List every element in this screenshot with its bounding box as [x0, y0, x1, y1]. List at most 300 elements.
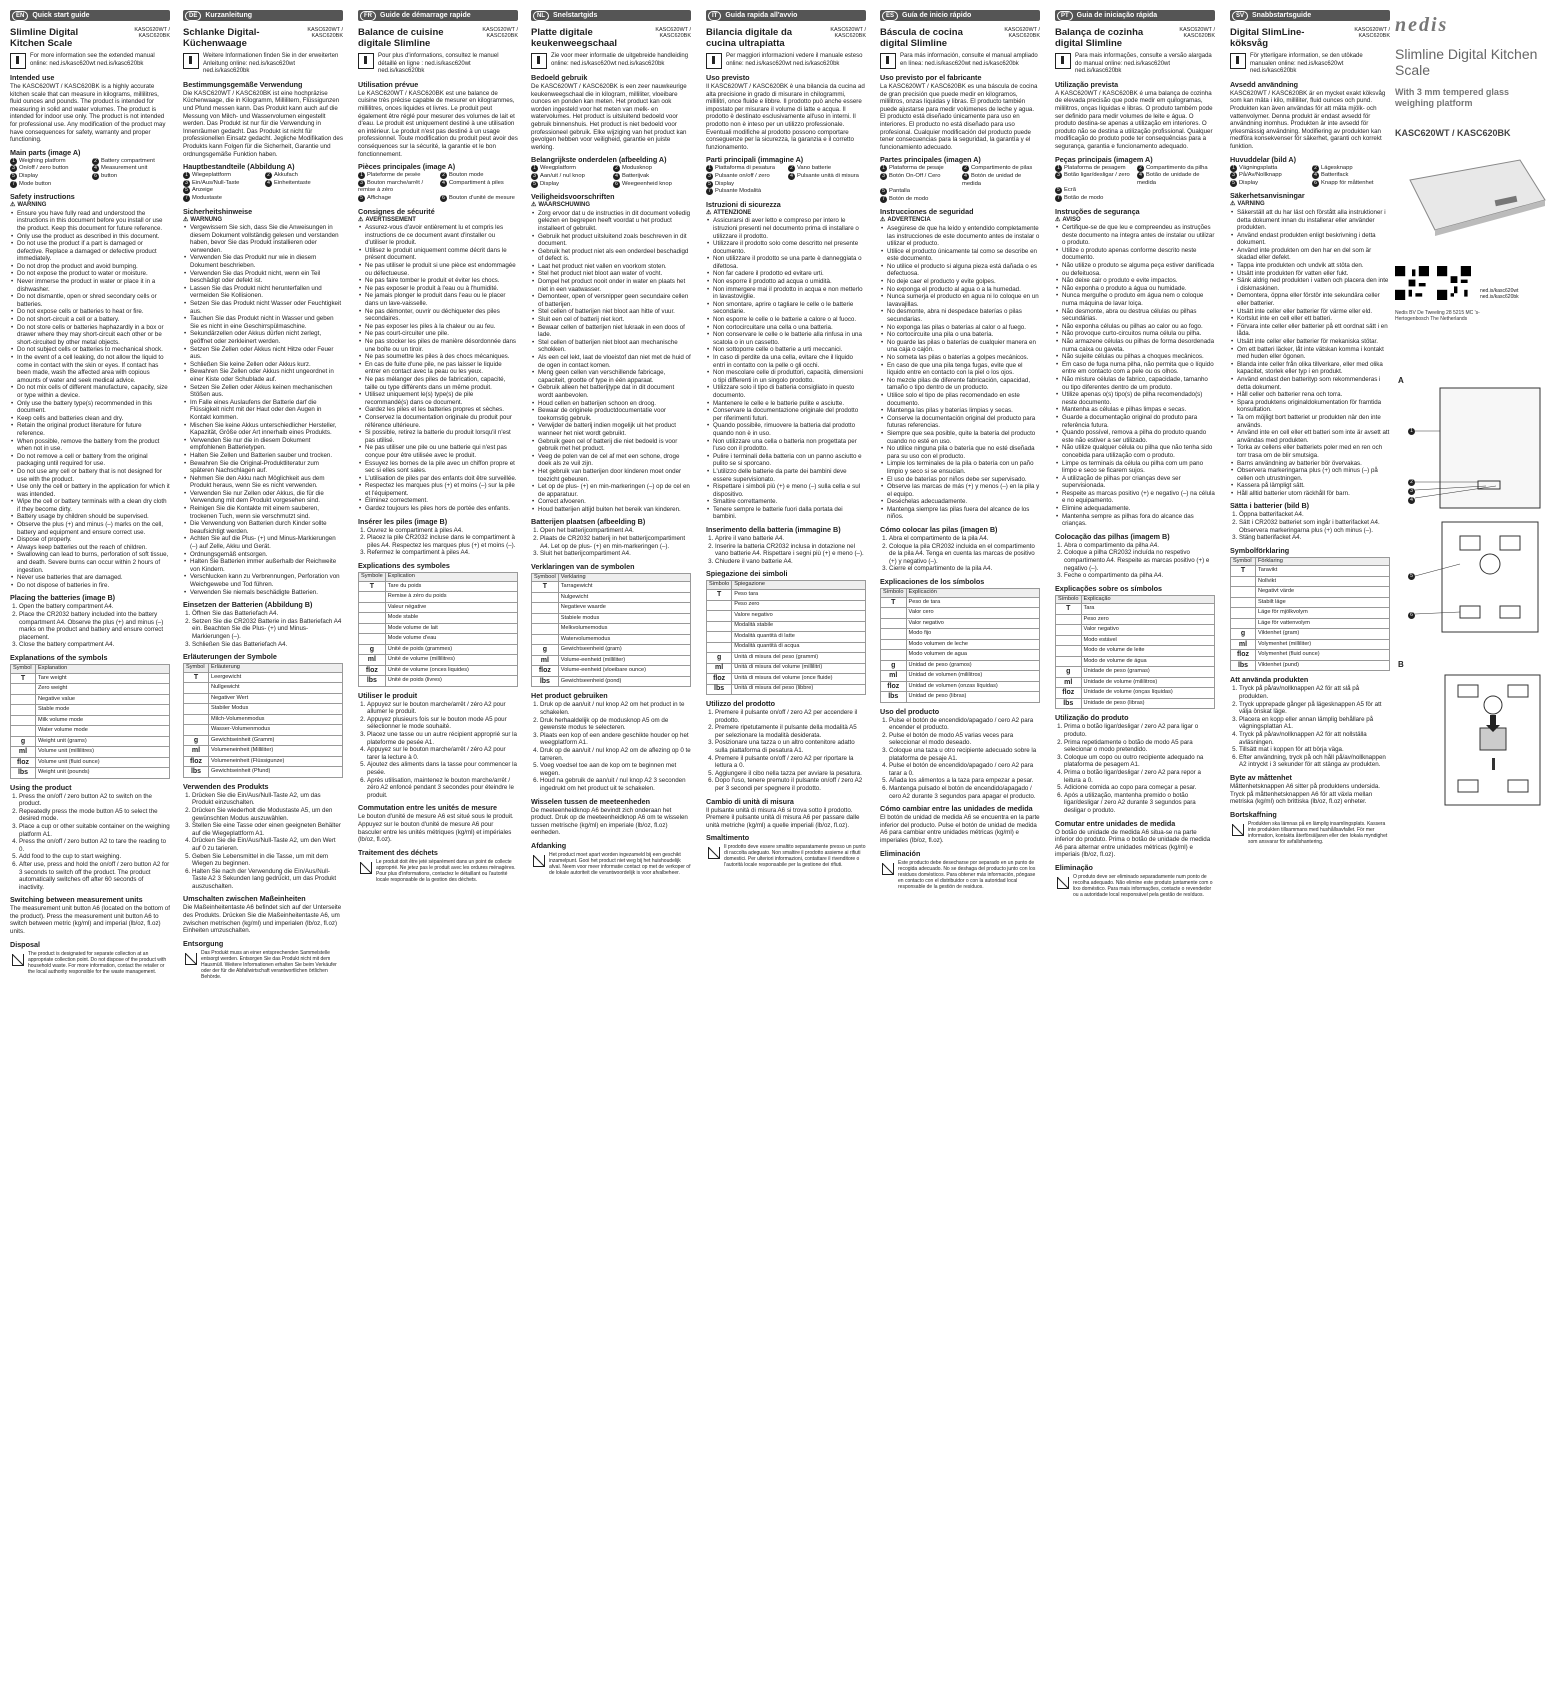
- list-item: • Mantenha sempre as pilhas fora do alcance das crianças.: [1062, 513, 1215, 528]
- symbol-icon: T: [11, 673, 36, 684]
- main-parts-heading: Main parts (image A): [10, 147, 81, 157]
- model-number: KASC620WT / KASC620BK: [830, 27, 866, 39]
- list-item: • Elimine adequadamente.: [1062, 505, 1215, 513]
- language-badge: FR: [360, 11, 376, 21]
- disposal-heading: Smaltimento: [706, 833, 750, 843]
- table-row: Mode stable: [359, 613, 518, 624]
- list-item: • Bewahren Sie die Original-Produktliteratur zum späteren Nachschlagen auf.: [190, 460, 343, 475]
- list-item: 1. Drücken Sie die Ein/Aus/Null-Taste A2, um das Produkt einzuschalten.: [192, 792, 343, 807]
- table-header-row: Symbool Verklaring: [532, 573, 691, 582]
- list-item: • Non utilizzare una cella o batteria non progettata per l'uso con il prodotto.: [713, 438, 866, 453]
- list-item: 1. Öppna batterifacket A4.: [1239, 511, 1390, 519]
- language-column-it: [706, 10, 866, 868]
- warning-label: ⚠ AVERTISSEMENT: [358, 217, 518, 225]
- list-item: • No utilice el producto si alguna pieza está dañada o es defectuosa.: [887, 263, 1040, 278]
- intended-use-text: KASC620WT / KASC620BK är en mycket exakt köksvåg som kan mäta i kilo, milliliter, fluid ounces och pund. Produkten kan även användas för att mäta mjölk- och vattenvolymer. Denna produkt är endast avsedd för användning inomhus. Produkten är inte avsedd för yrkesmässig användning. Modifiering av produkten kan medföra konsekvenser för säkerhet, garanti och korrekt funktion.: [1230, 89, 1386, 150]
- product-title: [1055, 27, 1215, 49]
- symbol-icon: g: [1231, 629, 1256, 640]
- table-row: Valore negativo: [707, 611, 866, 622]
- list-item: • Não armazene células ou pilhas de forma desordenada numa caixa ou gaveta.: [1062, 338, 1215, 353]
- symbol-icon: T: [359, 581, 386, 592]
- part-number-icon: 4: [788, 173, 795, 180]
- list-item: • Non mescolare celle di produttori, capacità, dimensioni o tipi differenti in un singolo prodotto.: [713, 369, 866, 384]
- list-item: • Do not use the product if a part is damaged or defective. Replace a damaged or defective product immediately.: [17, 240, 170, 263]
- company-address: Nedis BV De Tweeling 28 5215 MC 's-Hertogenbosch The Netherlands: [1395, 310, 1480, 322]
- switch-units-text: Il pulsante unità di misura A6 si trova sotto il prodotto. Premere il pulsante unità di misura A6 per passare dalle unità metriche (kg/ml) a quelle imperiali (lb/oz, fl.oz).: [706, 806, 860, 829]
- list-item: • El uso de baterías por niños debe ser supervisado.: [887, 476, 1040, 484]
- list-item: • Veeg de polen van de cel af met een schone, droge doek als ze vuil zijn.: [538, 453, 691, 468]
- symbol-icon: [359, 592, 386, 603]
- list-item: • Achten Sie auf die Plus- (+) und Minus-Markierungen (–) auf Zelle, Akku und Gerät.: [190, 535, 343, 550]
- list-item: 2. Appuyez plusieurs fois sur le bouton mode A5 pour sélectionner le mode souhaité.: [367, 716, 518, 731]
- list-item: • Não desmonte, abra ou destrua células ou pilhas secundárias.: [1062, 308, 1215, 323]
- list-item: • Reinigen Sie die Kontakte mit einem sauberen, trockenen Tuch, wenn sie verschmutzt sind.: [190, 505, 343, 520]
- part-item: 3 Bouton marche/arrêt / remise à zéro: [358, 179, 424, 194]
- disposal-heading: Disposal: [10, 939, 40, 949]
- switch-units-heading: Cambio di unità di misura: [706, 796, 794, 806]
- part-item: 1 Weegplatform: [531, 165, 609, 173]
- part-number-icon: 4: [962, 173, 969, 180]
- part-number-icon: 2: [92, 158, 99, 165]
- list-item: • Observe las marcas de más (+) y menos (–) en la pila y el equipo.: [887, 483, 1040, 498]
- table-row: Valeur négative: [359, 602, 518, 613]
- symbol-icon: [881, 639, 907, 650]
- qr-code-icon: [1437, 266, 1471, 300]
- list-item: • No guarde las pilas o baterías de cualquier manera en una caja o cajón.: [887, 339, 1040, 354]
- switch-units-text: The measurement unit button A6 (located on the bottom of the product). Press the measurement unit button A6 to switch between metric (kg/ml) and imperial (lb/oz, fl.oz) units.: [10, 905, 170, 936]
- table-row: Valor negativo: [881, 618, 1040, 629]
- symbol-icon: [11, 715, 36, 726]
- part-number-icon: 4: [1137, 172, 1144, 179]
- part-number-icon: 4: [440, 180, 447, 187]
- table-row: g Weight unit (grams): [11, 736, 170, 747]
- list-item: • Wipe the cell or battery terminals with a clean dry cloth if they become dirty.: [17, 498, 170, 513]
- part-number-icon: 5: [1230, 180, 1237, 187]
- part-number-icon: 2: [1137, 165, 1144, 172]
- list-item: • Utilisez le produit uniquement comme décrit dans le présent document.: [365, 247, 518, 262]
- list-item: • Nehmen Sie den Akku nach Möglichkeit aus dem Produkt heraus, wenn Sie es nicht verwenden.: [190, 475, 343, 490]
- table-row: Mode volume de lait: [359, 623, 518, 634]
- part-item: 3 On/off / zero button: [10, 165, 88, 173]
- list-item: • Meng geen cellen van verschillende fabricage, capaciteit, grootte of type in één apparaat.: [538, 369, 691, 384]
- crossed-bin-icon: [358, 859, 372, 875]
- table-row: Mode volume d'eau: [359, 634, 518, 645]
- table-header-row: Símbolo Explicação: [1056, 595, 1215, 604]
- table-row: Valor negativo: [1056, 625, 1215, 636]
- part-number-icon: 4: [613, 173, 620, 180]
- list-item: • No someta las pilas o baterías a golpes mecánicos.: [887, 354, 1040, 362]
- table-row: Nulgewicht: [532, 592, 691, 603]
- part-number-icon: 2: [613, 165, 620, 172]
- symbol-icon: [707, 611, 732, 622]
- table-row: Modo de volume de leite: [1056, 646, 1215, 657]
- list-item: 1. Press the on/off / zero button A2 to switch on the product.: [19, 793, 170, 808]
- part-number-icon: 3: [358, 180, 365, 187]
- batteries-steps: [531, 527, 691, 557]
- list-item: • Ne pas faire tomber le produit et éviter les chocs.: [365, 277, 518, 285]
- table-row: Zero weight: [11, 684, 170, 695]
- list-item: • En caso de que una pila tenga fugas, evite que el líquido entre en contacto con la piel o los ojos.: [887, 362, 1040, 377]
- list-item: • No deje caer el producto y evite golpes.: [887, 278, 1040, 286]
- list-item: • Säkerställ att du har läst och förstått alla instruktioner i detta dokument innan du installerar eller använder produkten.: [1237, 209, 1390, 232]
- part-number-icon: 2: [1312, 165, 1319, 172]
- symbol-icon: floz: [359, 665, 386, 676]
- symbol-icon: [532, 624, 559, 635]
- list-item: • Torka av cellens eller batteriets poler med en ren och torr trasa om de blir smutsiga.: [1237, 444, 1390, 459]
- list-item: • No cortocircuite una pila o una batería.: [887, 331, 1040, 339]
- list-item: • Bewaar de originele productdocumentatie voor toekomstig gebruik.: [538, 407, 691, 422]
- symbol-icon: [184, 693, 209, 704]
- list-item: • Ne pas mélanger des piles de fabrication, capacité, taille ou type différents dans un même produit.: [365, 376, 518, 391]
- symbol-icon: [1231, 618, 1256, 629]
- list-item: • Sekundärzellen oder Akkus dürfen nicht zerlegt, geöffnet oder zerkleinert werden.: [190, 330, 343, 345]
- symbols-table: [358, 572, 518, 687]
- list-item: • Non smontare, aprire o tagliare le celle o le batterie secondarie.: [713, 301, 866, 316]
- list-item: • Dispose of properly.: [17, 536, 170, 544]
- list-item: 3. Stäng batterifacket A4.: [1239, 534, 1390, 542]
- using-steps: [880, 717, 1040, 801]
- warning-label: ⚠ ADVERTENCIA: [880, 217, 1040, 225]
- main-parts-heading: Parti principali (immagine A): [706, 155, 804, 165]
- table-row: ml Volume unit (millilitres): [11, 747, 170, 758]
- part-number-icon: 1: [531, 165, 538, 172]
- table-row: Negativer Wert: [184, 693, 343, 704]
- list-item: • Använd inte produkten om den har en del som är skadad eller defekt.: [1237, 247, 1390, 262]
- list-item: • Tauchen Sie das Produkt nicht in Wasser und geben Sie es nicht in eine Geschirrspülmaschine.: [190, 315, 343, 330]
- list-item: • Använd endast produkten enligt beskrivning i detta dokument.: [1237, 232, 1390, 247]
- table-row: Modo fijo: [881, 629, 1040, 640]
- symbol-icon: g: [881, 660, 907, 671]
- symbol-icon: floz: [1056, 688, 1082, 699]
- disposal-block: Il prodotto deve essere smaltito separatamente presso un punto di raccolta adeguato. Non smaltire il prodotto assieme ai rifiuti domestici. Per ulteriori informazioni, contattare il rivenditore o l'autorità locale responsabile per la gestione dei rifiuti.: [706, 844, 866, 868]
- part-item: 5 Anzeige: [183, 187, 261, 195]
- list-item: 5. Ajoutez des aliments dans la tasse pour commencer la pesée.: [367, 761, 518, 776]
- disposal-block: O produto deve ser eliminado separadamente num ponto de recolha adequado. Não elimine este produto juntamente com o lixo doméstico. Para mais informações, contacte o revendedor ou a autoridade local responsável pela gestão de resíduos.: [1055, 874, 1215, 898]
- symbol-icon: g: [359, 644, 386, 655]
- symbol-icon: [1231, 576, 1256, 587]
- list-item: • Non cortocircuitare una cella o una batteria.: [713, 324, 866, 332]
- list-item: 4. Appuyez sur le bouton marche/arrêt / zéro A2 pour tarer la lecture à 0.: [367, 746, 518, 761]
- list-item: 1. Ouvrez le compartiment à piles A4.: [367, 527, 518, 535]
- part-number-icon: 4: [1312, 172, 1319, 179]
- list-item: • Quando possibile, rimuovere la batteria dal prodotto quando non è in uso.: [713, 422, 866, 437]
- manual-info: [10, 53, 170, 69]
- model-number: KASC620WT / KASC620BK: [134, 27, 170, 39]
- list-item: • Als een cel lekt, laat de vloeistof dan niet met de huid of de ogen in contact komen.: [538, 354, 691, 369]
- list-item: • Kortslut inte en cell eller ett batteri.: [1237, 315, 1390, 323]
- symbol-icon: ml: [881, 671, 907, 682]
- list-item: 1. Aprire il vano batterie A4.: [715, 535, 866, 543]
- section-header: [1230, 10, 1390, 21]
- table-header-row: Símbolo Explicación: [881, 589, 1040, 598]
- part-number-icon: 2: [788, 165, 795, 172]
- table-row: Watervolumemodus: [532, 634, 691, 645]
- disposal-heading: Eliminação: [1055, 862, 1093, 872]
- table-row: T Leergewicht: [184, 672, 343, 683]
- part-item: 3 Ein/Aus/Null-Taste: [183, 180, 261, 188]
- table-row: floz Unidad de volumen (onzas líquidas): [881, 681, 1040, 692]
- list-item: • Utsätt inte celler eller batterier för mekaniska stötar.: [1237, 338, 1390, 346]
- part-item: 5 Display: [531, 181, 609, 189]
- cover-title: Slimline Digital Kitchen Scale: [1395, 46, 1538, 78]
- part-item: 2 Akkufach: [265, 172, 343, 180]
- symbols-table: [183, 663, 343, 778]
- list-item: • Verwenden Sie nur die in diesem Dokument empfohlenen Batterietypen.: [190, 437, 343, 452]
- list-item: • Non esporre il prodotto ad acqua o umidità.: [713, 278, 866, 286]
- list-item: 1. Öffnen Sie das Batteriefach A4.: [192, 610, 343, 618]
- switch-units-heading: Commutation entre les unités de mesure: [358, 803, 497, 813]
- product-title: [1230, 27, 1390, 49]
- table-row: ml Unidad de volumen (mililitros): [881, 671, 1040, 682]
- main-parts-list: [183, 172, 343, 202]
- model-number: KASC620WT / KASC620BK: [1004, 27, 1040, 39]
- symbols-heading: Explicações sobre os símbolos: [1055, 583, 1163, 593]
- list-item: • Não misture células de fabrico, capacidade, tamanho ou tipo diferentes dentro de um produto.: [1062, 376, 1215, 391]
- crossed-bin-icon: [1230, 821, 1244, 837]
- language-badge: DE: [185, 11, 201, 21]
- safety-heading: Säkerhetsanvisningar: [1230, 191, 1305, 201]
- part-number-icon: 6: [613, 181, 620, 188]
- symbol-icon: [11, 694, 36, 705]
- language-column-de: [183, 10, 343, 980]
- list-item: 3. Cierre el compartimento de la pila A4.: [889, 565, 1040, 573]
- list-item: • Respectez les marques plus (+) et moins (–) sur la pile et l'équipement.: [365, 482, 518, 497]
- symbol-icon: lbs: [359, 676, 386, 687]
- list-item: • Tappa inte produkten och undvik att stöta den.: [1237, 262, 1390, 270]
- list-item: • Do not dismantle, open or shred secondary cells or batteries.: [17, 293, 170, 308]
- table-row: T Tare du poids: [359, 581, 518, 592]
- symbol-icon: [881, 618, 907, 629]
- symbol-icon: floz: [184, 756, 209, 767]
- manual-info-text: Zie voor meer informatie de uitgebreide handleiding online: ned.is/kasc620wt ned.is/kasc620bk: [551, 53, 689, 67]
- list-item: 6. Após a utilização, mantenha premido o botão ligar/desligar / zero A2 durante 3 segundos para desligar o produto.: [1064, 792, 1215, 815]
- manual-book-icon: [183, 53, 199, 69]
- table-row: g Gewichtseinheit (Gramm): [184, 735, 343, 746]
- part-item: 3 Botón On-Off / Cero: [880, 173, 958, 188]
- symbol-icon: lbs: [881, 692, 907, 703]
- batteries-steps: [1230, 511, 1390, 541]
- brand-logo: nedis: [1395, 14, 1449, 36]
- manual-book-icon: [358, 53, 374, 69]
- crossed-bin-icon: [706, 844, 720, 860]
- symbol-icon: ml: [532, 655, 559, 666]
- list-item: 2. Place the CR2032 battery included into the battery compartment A4. Observe the plus (+) and minus (–) marks on the product and battery and ensure correct placement.: [19, 611, 170, 641]
- part-item: 6 button: [92, 173, 170, 181]
- part-item: 3 Aan/uit / nul knop: [531, 173, 609, 181]
- list-item: 4. Press the on/off / zero button A2 to tare the reading to 0.: [19, 838, 170, 853]
- part-item: 2 Bouton mode: [440, 172, 518, 180]
- using-heading: Att använda produkten: [1230, 675, 1309, 685]
- list-item: 3. Posizionare una tazza o un altro contenitore adatto sulla piattaforma di pesatura A1.: [715, 739, 866, 754]
- table-row: Negativt värde: [1231, 587, 1390, 598]
- table-row: floz Unidade de volume (onças líquidas): [1056, 688, 1215, 699]
- part-number-icon: 7: [706, 188, 713, 195]
- table-header-row: Symbol Explanation: [11, 664, 170, 673]
- part-item: 1 Plataforma de pesagem: [1055, 165, 1133, 173]
- table-row: g Gewichtseenheid (gram): [532, 645, 691, 656]
- intended-use-text: Il KASC620WT / KASC620BK è una bilancia da cucina ad alta precisione in grado di misurare in chilogrammi, millilitri, once fluide e libbre. Il prodotto può anche essere impostato per misurare il volume di latte e acqua. Il prodotto è destinato esclusivamente all'uso in interni. Il prodotto non è inteso per un utilizzo professionale. Eventuali modifiche al prodotto possono comportare conseguenze per la sicurezza, la garanzia e il corretto funzionamento.: [706, 83, 865, 151]
- list-item: • Mantenere le celle e le batterie pulite e asciutte.: [713, 400, 866, 408]
- part-item: 5 Affichage: [358, 195, 436, 203]
- list-item: • Do not expose cells or batteries to heat or fire.: [17, 308, 170, 316]
- part-item: 5 Ecrã: [1055, 187, 1133, 195]
- table-row: T Peso tara: [707, 590, 866, 601]
- part-item: 4 Compartiment à piles: [440, 180, 518, 195]
- figure-b-label: B: [1398, 660, 1404, 669]
- switch-units-text: Die Maßeinheitentaste A6 befindet sich auf der Unterseite des Produkts. Drücken Sie die Maßeinheitentaste A6, um zwischen metrischen (kg/ml) und imperialen (lb/oz, fl.oz) Einheiten umzuschalten.: [183, 904, 342, 935]
- manual-book-icon: [1230, 53, 1246, 69]
- list-item: • Kassera på lämpligt sätt.: [1237, 482, 1390, 490]
- part-item: 4 Batterijvak: [613, 173, 691, 181]
- list-item: • Non sottoporre celle o batterie a urti meccanici.: [713, 346, 866, 354]
- list-item: • Gebruik geen cel of batterij die niet bedoeld is voor gebruik met het product.: [538, 438, 691, 453]
- callout-number-icon: 6: [1408, 612, 1415, 619]
- table-row: g Unidad de peso (gramos): [881, 660, 1040, 671]
- list-item: • Battery usage by children should be supervised.: [17, 513, 170, 521]
- using-heading: Utilização do produto: [1055, 713, 1129, 723]
- product-name: Platte digitale keukenweegschaal: [531, 27, 618, 49]
- crossed-bin-icon: [183, 950, 197, 966]
- list-item: 5. Geben Sie Lebensmittel in die Tasse, um mit dem Wiegen zu beginnen.: [192, 853, 343, 868]
- list-item: • Essuyez les bornes de la pile avec un chiffon propre et sec si elles sont sales.: [365, 460, 518, 475]
- symbol-icon: lbs: [1056, 698, 1082, 709]
- switch-units-text: Måttenhetsknappen A6 sitter på produktens undersida. Tryck på måttenhetsknappen A6 för att växla mellan metriska (kg/ml) och brittiska (lb/oz, fl.oz) enheter.: [1230, 782, 1380, 806]
- using-heading: Het product gebruiken: [531, 691, 608, 701]
- callout-number-icon: 5: [1408, 573, 1415, 580]
- part-item: 1 Weighing platform: [10, 158, 88, 166]
- list-item: • Verwijder de batterij indien mogelijk uit het product wanneer het niet wordt gebruikt.: [538, 422, 691, 437]
- part-number-icon: 5: [358, 195, 365, 202]
- list-item: • Mantenga siempre las pilas fuera del alcance de los niños.: [887, 506, 1040, 521]
- symbol-icon: [1056, 646, 1082, 657]
- table-row: Stable mode: [11, 705, 170, 716]
- list-item: 3. Coloque um copo ou outro recipiente adequado na plataforma de pesagem A1.: [1064, 754, 1215, 769]
- list-item: 5. Add food to the cup to start weighing.: [19, 853, 170, 861]
- safety-heading: Safety instructions: [10, 192, 75, 202]
- list-item: • Håll celler och batterier rena och torra.: [1237, 391, 1390, 399]
- list-item: • Non immergere mai il prodotto in acqua e non metterlo in lavastoviglie.: [713, 286, 866, 301]
- list-item: • Respeite as marcas positivo (+) e negativo (–) na célula e no equipamento.: [1062, 490, 1215, 505]
- list-item: • Do not use any cell or battery that is not designed for use with the product.: [17, 468, 170, 483]
- crossed-bin-icon: [880, 860, 894, 876]
- disposal-block: Este producto debe desecharse por separado en un punto de recogida adecuado. No se deshaga del producto junto con los residuos domésticos. Para obtener más información, póngase en contacto con el distribuidor o con la autoridad local responsable de la gestión de residuos.: [880, 860, 1040, 890]
- table-row: floz Volymenhet (fluid ounce): [1231, 650, 1390, 661]
- symbol-icon: ml: [184, 746, 209, 757]
- using-heading: Verwenden des Produkts: [183, 781, 269, 791]
- list-item: • Verwenden Sie niemals beschädigte Batterien.: [190, 589, 343, 597]
- list-item: • Utilize o produto apenas conforme descrito neste documento.: [1062, 247, 1215, 262]
- list-item: 2. Repeatedly press the mode button A5 to select the desired mode.: [19, 808, 170, 823]
- list-item: • Não exponha células ou pilhas ao calor ou ao fogo.: [1062, 323, 1215, 331]
- manual-info: [1055, 53, 1215, 76]
- manual-info-text: For more information see the extended manual online: ned.is/kasc620wt ned.is/kasc620bk: [30, 53, 155, 67]
- list-item: • Ne pas exposer les piles à la chaleur ou au feu.: [365, 323, 518, 331]
- manual-info: [880, 53, 1040, 69]
- table-row: ml Unità di misura del volume (millilitri): [707, 663, 866, 674]
- manual-book-icon: [10, 53, 26, 69]
- symbol-icon: [1056, 614, 1082, 625]
- disposal-block: Le produit doit être jeté séparément dans un point de collecte approprié. Ne jetez pas le produit avec les ordures ménagères. Pour plus d'informations, contactez le détaillant ou l'autorité locale responsable de la gestion des déchets.: [358, 859, 518, 883]
- list-item: • Do not short-circuit a cell or a battery.: [17, 316, 170, 324]
- table-row: Modalità quantità di acqua: [707, 642, 866, 653]
- symbols-heading: Explications des symboles: [358, 561, 450, 571]
- symbols-table: [531, 573, 691, 688]
- safety-list: [10, 210, 170, 590]
- symbol-icon: T: [707, 590, 732, 601]
- intended-use-heading: Uso previsto: [706, 73, 750, 82]
- disposal-heading: Eliminación: [880, 848, 921, 858]
- symbol-icon: T: [184, 672, 209, 683]
- header-title: Snabbstartsguide: [1252, 12, 1312, 19]
- part-item: 2 Battery compartment: [92, 158, 170, 166]
- list-item: • Utilice el producto únicamente tal como se describe en este documento.: [887, 248, 1040, 263]
- header-title: Kurzanleitung: [205, 12, 253, 19]
- list-item: • Gebruik het product uitsluitend zoals beschreven in dit document.: [538, 233, 691, 248]
- symbol-icon: [1056, 656, 1082, 667]
- symbols-table: [706, 580, 866, 695]
- list-item: • Sänk aldrig ned produkten i vatten och placera den inte i diskmaskinen.: [1237, 277, 1390, 292]
- list-item: • No exponga el producto al agua o a la humedad.: [887, 286, 1040, 294]
- list-item: • Ordnungsgemäß entsorgen.: [190, 551, 343, 559]
- part-item: 4 Batterifack: [1312, 172, 1390, 180]
- section-header: [358, 10, 518, 21]
- language-column-fr: [358, 10, 518, 883]
- list-item: • Assurez-vous d'avoir entièrement lu et compris les instructions de ce document avant d'installer ou d'utiliser le produit.: [365, 224, 518, 247]
- part-number-icon: 5: [183, 187, 190, 194]
- symbol-icon: [184, 725, 209, 736]
- list-item: • Only use the battery type(s) recommended in this document.: [17, 400, 170, 415]
- list-item: 1. Abra el compartimento de la pila A4.: [889, 535, 1040, 543]
- list-item: 1. Prima o botão ligar/desligar / zero A2 para ligar o produto.: [1064, 723, 1215, 738]
- list-item: • Die Verwendung von Batterien durch Kinder sollte beaufsichtigt werden.: [190, 520, 343, 535]
- manual-book-icon: [706, 53, 722, 69]
- symbol-icon: [707, 642, 732, 653]
- list-item: • Laat het product niet vallen en voorkom stoten.: [538, 263, 691, 271]
- list-item: • Använd endast den batterityp som rekommenderas i detta dokument.: [1237, 376, 1390, 391]
- symbol-icon: floz: [707, 674, 732, 685]
- part-number-icon: 7: [1055, 195, 1062, 202]
- product-name: Balança de cozinha digital Slimline: [1055, 27, 1144, 49]
- symbol-icon: [1056, 625, 1082, 636]
- symbol-icon: [1231, 608, 1256, 619]
- header-title: Snelstartgids: [553, 12, 598, 19]
- product-title: [10, 27, 170, 49]
- list-item: • Förvara inte celler eller batterier på ett oordnat sätt i en låda.: [1237, 323, 1390, 338]
- list-item: • Het gebruik van batterijen door kinderen moet onder toezicht gebeuren.: [538, 468, 691, 483]
- table-row: lbs Weight unit (pounds): [11, 768, 170, 779]
- list-item: • Não utilize qualquer célula ou pilha que não tenha sido concebida para utilização com o produto.: [1062, 444, 1215, 459]
- part-item: 5 Display: [706, 181, 784, 189]
- part-item: 4 Pulsante unità di misura: [788, 173, 866, 181]
- symbol-icon: [184, 683, 209, 694]
- using-steps: [1055, 723, 1215, 814]
- table-row: floz Volumeneinheit (Flüssigunze): [184, 756, 343, 767]
- switch-units-text: El botón de unidad de medida A6 se encuentra en la parte inferior del producto. Pulse el botón de unidad de medida A6 para cambiar entre unidades métricas (kg/ml) e imperiales (lb/oz, fl.oz).: [880, 814, 1040, 844]
- symbol-icon: [184, 714, 209, 725]
- symbols-heading: Explanations of the symbols: [10, 652, 108, 662]
- symbol-icon: lbs: [1231, 660, 1256, 671]
- list-item: 2. Tryck upprepade gånger på lägesknappen A5 för att välja önskat läge.: [1239, 701, 1390, 716]
- part-item: 6 Knapp för måttenhet: [1312, 180, 1390, 188]
- list-item: • Si possible, retirez la batterie du produit lorsqu'il n'est pas utilisé.: [365, 429, 518, 444]
- list-item: • No utilice ninguna pila o batería que no esté diseñada para su uso con el producto.: [887, 445, 1040, 460]
- list-item: 3. Placez une tasse ou un autre récipient approprié sur la plateforme de pesée A1.: [367, 731, 518, 746]
- table-row: T Tare weight: [11, 673, 170, 684]
- list-item: • Ne pas démonter, ouvrir ou déchiqueter des piles secondaires.: [365, 308, 518, 323]
- list-item: • Conserve la documentación original del producto para futuras referencias.: [887, 415, 1040, 430]
- warning-label: ⚠ WAARSCHUWING: [531, 202, 691, 210]
- table-row: Stabilt läge: [1231, 597, 1390, 608]
